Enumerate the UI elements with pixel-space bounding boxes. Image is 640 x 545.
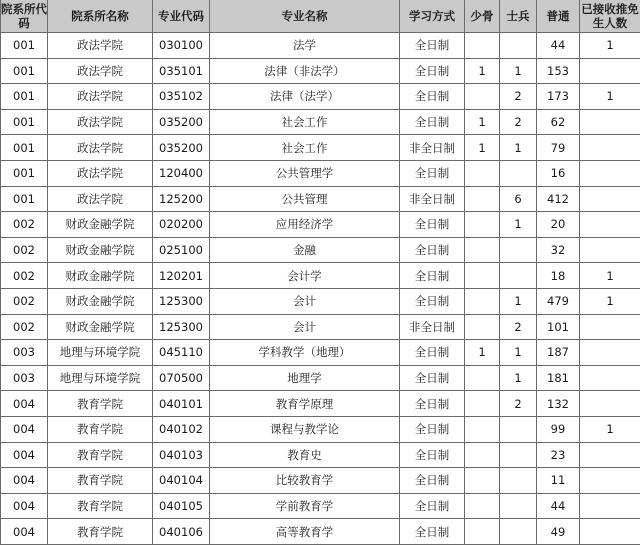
cell-soldier (500, 263, 537, 289)
table-row (1, 365, 640, 391)
cell-minority: 1 (465, 58, 500, 84)
cell-dept-name: 财政金融学院 (48, 263, 153, 289)
cell-study-mode: 非全日制 (400, 135, 465, 161)
cell-exempt: 1 (580, 84, 640, 110)
table-row (1, 340, 640, 366)
cell-major-code: 125200 (153, 186, 210, 212)
cell-soldier: 1 (500, 365, 537, 391)
cell-soldier: 1 (500, 288, 537, 314)
header-dept-code: 院系所代码 (1, 0, 48, 33)
cell-dept-name: 政法学院 (48, 84, 153, 110)
cell-exempt (580, 186, 640, 212)
cell-dept-code: 003 (1, 365, 48, 391)
cell-dept-code: 001 (1, 186, 48, 212)
cell-dept-name: 地理与环境学院 (48, 365, 153, 391)
cell-major-code: 040101 (153, 391, 210, 417)
cell-exempt (580, 109, 640, 135)
cell-major-name: 应用经济学 (210, 212, 400, 238)
cell-major-name: 法学 (210, 33, 400, 59)
cell-study-mode: 非全日制 (400, 186, 465, 212)
cell-study-mode: 全日制 (400, 58, 465, 84)
cell-soldier: 2 (500, 84, 537, 110)
cell-dept-name: 政法学院 (48, 58, 153, 84)
cell-soldier: 2 (500, 391, 537, 417)
cell-dept-code: 002 (1, 263, 48, 289)
cell-soldier (500, 237, 537, 263)
cell-study-mode: 全日制 (400, 237, 465, 263)
cell-dept-name: 财政金融学院 (48, 314, 153, 340)
cell-general: 20 (537, 212, 580, 238)
cell-soldier: 6 (500, 186, 537, 212)
cell-dept-code: 004 (1, 391, 48, 417)
table-row (1, 263, 640, 289)
cell-general: 11 (537, 468, 580, 494)
cell-minority (465, 416, 500, 442)
cell-minority (465, 33, 500, 59)
cell-dept-name: 政法学院 (48, 109, 153, 135)
cell-major-code: 120400 (153, 160, 210, 186)
table-row (1, 391, 640, 417)
cell-dept-name: 政法学院 (48, 33, 153, 59)
cell-exempt: 1 (580, 416, 640, 442)
cell-study-mode: 全日制 (400, 288, 465, 314)
cell-exempt (580, 340, 640, 366)
cell-study-mode: 全日制 (400, 84, 465, 110)
cell-major-code: 040104 (153, 468, 210, 494)
table-row (1, 186, 640, 212)
header-dept-name: 院系所名称 (48, 0, 153, 33)
cell-exempt (580, 468, 640, 494)
cell-minority: 1 (465, 109, 500, 135)
cell-major-name: 金融 (210, 237, 400, 263)
cell-general: 62 (537, 109, 580, 135)
cell-major-code: 040103 (153, 442, 210, 468)
cell-study-mode: 全日制 (400, 160, 465, 186)
cell-dept-name: 教育学院 (48, 391, 153, 417)
cell-minority (465, 84, 500, 110)
cell-major-name: 学前教育学 (210, 493, 400, 519)
cell-minority (465, 493, 500, 519)
cell-minority: 1 (465, 340, 500, 366)
cell-dept-code: 004 (1, 519, 48, 545)
cell-major-code: 030100 (153, 33, 210, 59)
cell-major-code: 035102 (153, 84, 210, 110)
cell-dept-name: 教育学院 (48, 442, 153, 468)
cell-dept-name: 政法学院 (48, 186, 153, 212)
table-row (1, 237, 640, 263)
cell-dept-name: 财政金融学院 (48, 288, 153, 314)
cell-general: 16 (537, 160, 580, 186)
header-major-code: 专业代码 (153, 0, 210, 33)
cell-soldier: 1 (500, 135, 537, 161)
cell-exempt (580, 365, 640, 391)
cell-major-code: 040102 (153, 416, 210, 442)
cell-major-name: 会计学 (210, 263, 400, 289)
cell-dept-name: 财政金融学院 (48, 212, 153, 238)
cell-minority (465, 263, 500, 289)
table-row (1, 314, 640, 340)
table-row (1, 416, 640, 442)
cell-soldier (500, 33, 537, 59)
cell-general: 132 (537, 391, 580, 417)
cell-dept-code: 004 (1, 442, 48, 468)
header-major-name: 专业名称 (210, 0, 400, 33)
header-general: 普通 (537, 0, 580, 33)
cell-study-mode: 全日制 (400, 365, 465, 391)
cell-major-code: 040105 (153, 493, 210, 519)
cell-dept-code: 002 (1, 212, 48, 238)
cell-minority (465, 391, 500, 417)
header-study-mode: 学习方式 (400, 0, 465, 33)
table-row (1, 84, 640, 110)
cell-major-code: 035200 (153, 135, 210, 161)
cell-major-code: 125300 (153, 288, 210, 314)
cell-major-name: 会计 (210, 288, 400, 314)
cell-exempt: 1 (580, 263, 640, 289)
cell-study-mode: 全日制 (400, 263, 465, 289)
cell-soldier: 2 (500, 314, 537, 340)
cell-general: 44 (537, 493, 580, 519)
cell-exempt (580, 314, 640, 340)
cell-minority (465, 442, 500, 468)
cell-major-code: 040106 (153, 519, 210, 545)
cell-general: 101 (537, 314, 580, 340)
cell-minority (465, 160, 500, 186)
cell-major-code: 045110 (153, 340, 210, 366)
cell-study-mode: 非全日制 (400, 314, 465, 340)
cell-minority (465, 468, 500, 494)
table-row (1, 109, 640, 135)
header-soldier: 士兵 (500, 0, 537, 33)
table-row (1, 160, 640, 186)
cell-major-code: 035200 (153, 109, 210, 135)
cell-dept-name: 教育学院 (48, 519, 153, 545)
cell-soldier: 1 (500, 340, 537, 366)
cell-study-mode: 全日制 (400, 468, 465, 494)
cell-minority (465, 237, 500, 263)
cell-study-mode: 全日制 (400, 493, 465, 519)
cell-study-mode: 全日制 (400, 212, 465, 238)
cell-study-mode: 全日制 (400, 33, 465, 59)
cell-exempt: 1 (580, 288, 640, 314)
cell-general: 412 (537, 186, 580, 212)
cell-dept-code: 002 (1, 288, 48, 314)
header-minority: 少骨 (465, 0, 500, 33)
cell-study-mode: 全日制 (400, 416, 465, 442)
cell-major-code: 120201 (153, 263, 210, 289)
cell-dept-code: 001 (1, 135, 48, 161)
cell-exempt (580, 493, 640, 519)
table-row (1, 212, 640, 238)
cell-minority (465, 519, 500, 545)
cell-general: 181 (537, 365, 580, 391)
cell-exempt (580, 442, 640, 468)
cell-major-name: 学科教学（地理） (210, 340, 400, 366)
table-row (1, 519, 640, 545)
cell-dept-name: 政法学院 (48, 135, 153, 161)
cell-general: 173 (537, 84, 580, 110)
cell-soldier (500, 519, 537, 545)
cell-dept-code: 003 (1, 340, 48, 366)
cell-major-name: 课程与教学论 (210, 416, 400, 442)
cell-dept-code: 004 (1, 493, 48, 519)
cell-exempt: 1 (580, 33, 640, 59)
cell-study-mode: 全日制 (400, 519, 465, 545)
cell-dept-code: 001 (1, 109, 48, 135)
cell-dept-name: 财政金融学院 (48, 237, 153, 263)
table-body (1, 33, 640, 545)
cell-general: 79 (537, 135, 580, 161)
cell-major-code: 025100 (153, 237, 210, 263)
cell-minority (465, 288, 500, 314)
cell-general: 153 (537, 58, 580, 84)
cell-dept-code: 002 (1, 237, 48, 263)
table-row (1, 58, 640, 84)
cell-dept-name: 政法学院 (48, 160, 153, 186)
cell-major-name: 法律（非法学） (210, 58, 400, 84)
cell-exempt (580, 212, 640, 238)
header-exempt: 已接收推免生人数 (580, 0, 640, 33)
cell-soldier (500, 160, 537, 186)
cell-minority (465, 186, 500, 212)
cell-study-mode: 全日制 (400, 442, 465, 468)
cell-general: 18 (537, 263, 580, 289)
cell-dept-code: 002 (1, 314, 48, 340)
cell-dept-code: 004 (1, 416, 48, 442)
cell-general: 187 (537, 340, 580, 366)
cell-dept-code: 001 (1, 160, 48, 186)
cell-exempt (580, 58, 640, 84)
cell-dept-code: 001 (1, 58, 48, 84)
cell-study-mode: 全日制 (400, 391, 465, 417)
cell-minority: 1 (465, 135, 500, 161)
cell-study-mode: 全日制 (400, 340, 465, 366)
cell-major-name: 教育史 (210, 442, 400, 468)
cell-general: 23 (537, 442, 580, 468)
table-row (1, 442, 640, 468)
table-row (1, 135, 640, 161)
table-row (1, 493, 640, 519)
cell-soldier: 2 (500, 109, 537, 135)
cell-major-name: 会计 (210, 314, 400, 340)
cell-major-name: 社会工作 (210, 135, 400, 161)
cell-general: 32 (537, 237, 580, 263)
cell-dept-code: 001 (1, 33, 48, 59)
cell-soldier (500, 468, 537, 494)
cell-minority (465, 365, 500, 391)
table-row (1, 33, 640, 59)
cell-dept-name: 教育学院 (48, 468, 153, 494)
cell-general: 44 (537, 33, 580, 59)
cell-soldier (500, 493, 537, 519)
cell-exempt (580, 237, 640, 263)
table-header-row (1, 0, 640, 33)
cell-major-name: 公共管理学 (210, 160, 400, 186)
cell-major-name: 公共管理 (210, 186, 400, 212)
cell-exempt (580, 391, 640, 417)
cell-exempt (580, 160, 640, 186)
cell-soldier: 1 (500, 58, 537, 84)
cell-minority (465, 314, 500, 340)
cell-major-name: 高等教育学 (210, 519, 400, 545)
cell-exempt (580, 519, 640, 545)
cell-dept-code: 001 (1, 84, 48, 110)
table-row (1, 288, 640, 314)
cell-soldier: 1 (500, 212, 537, 238)
cell-dept-name: 教育学院 (48, 493, 153, 519)
table-row (1, 468, 640, 494)
cell-general: 99 (537, 416, 580, 442)
cell-dept-code: 004 (1, 468, 48, 494)
cell-major-name: 教育学原理 (210, 391, 400, 417)
cell-major-code: 125300 (153, 314, 210, 340)
cell-major-name: 法律（法学） (210, 84, 400, 110)
cell-major-name: 地理学 (210, 365, 400, 391)
cell-study-mode: 全日制 (400, 109, 465, 135)
cell-dept-name: 教育学院 (48, 416, 153, 442)
cell-minority (465, 212, 500, 238)
cell-major-code: 020200 (153, 212, 210, 238)
cell-exempt (580, 135, 640, 161)
cell-general: 479 (537, 288, 580, 314)
cell-major-code: 070500 (153, 365, 210, 391)
cell-major-name: 比较教育学 (210, 468, 400, 494)
cell-soldier (500, 416, 537, 442)
cell-major-code: 035101 (153, 58, 210, 84)
cell-general: 49 (537, 519, 580, 545)
cell-major-name: 社会工作 (210, 109, 400, 135)
cell-soldier (500, 442, 537, 468)
cell-dept-name: 地理与环境学院 (48, 340, 153, 366)
